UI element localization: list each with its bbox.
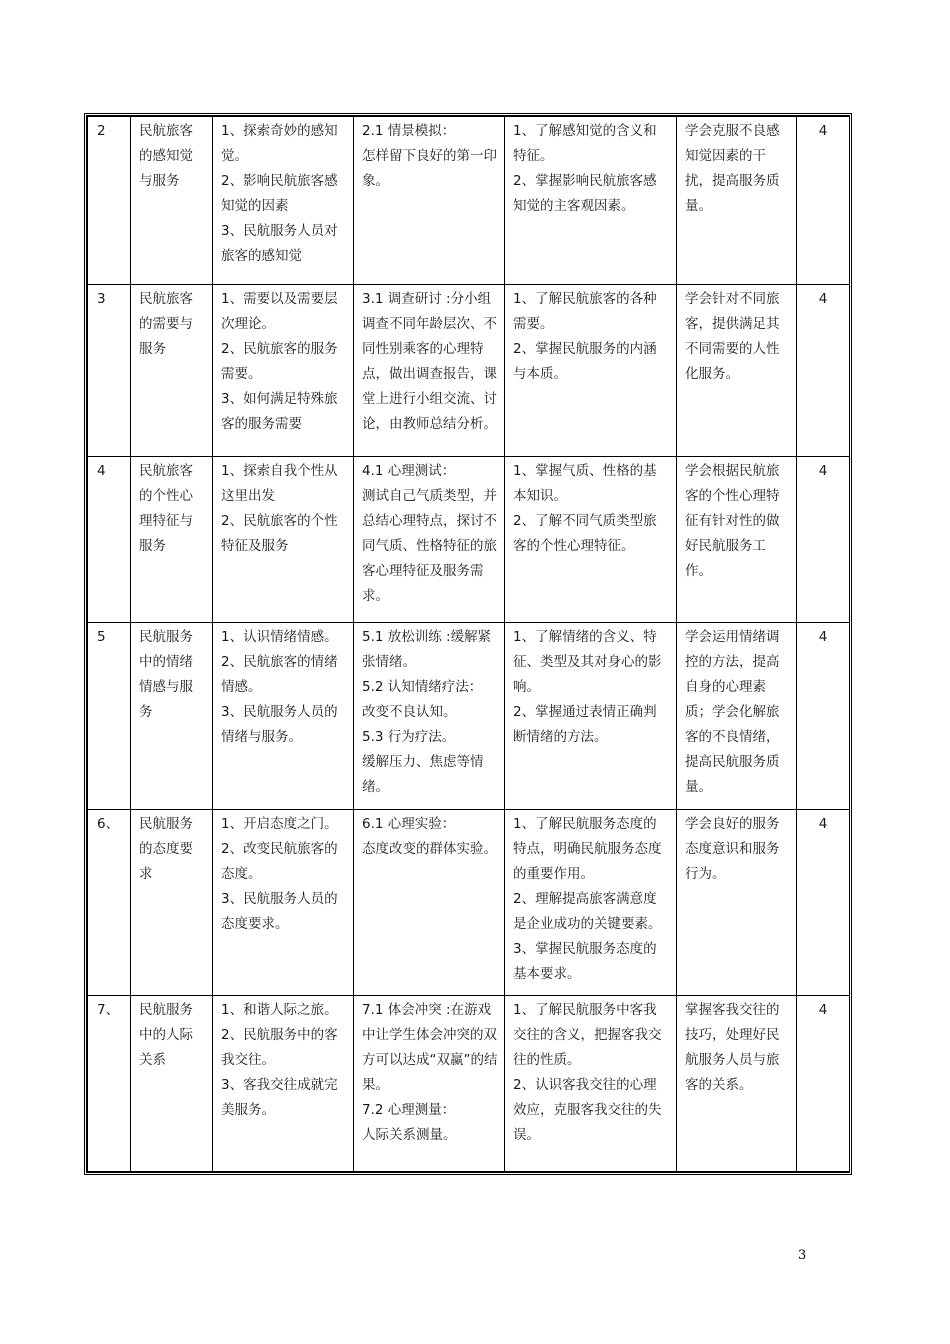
hours-cell (797, 457, 850, 623)
objectives-cell (505, 285, 677, 457)
objective-item: 2、掌握通过表情正确判断情绪的方法。 (513, 704, 657, 745)
objective-item: 1、了解民航服务态度的特点，明确民航服务态度的重要作用。 (513, 816, 662, 882)
hours-value: 4 (818, 1002, 828, 1018)
content-item: 2、民航服务中的客我交往。 (221, 1027, 338, 1068)
hours-value: 4 (818, 463, 828, 479)
activity-item: 5.2 认知情绪疗法： (362, 679, 483, 695)
table-row (88, 285, 850, 457)
content-item: 2、影响民航旅客感知觉的因素 (221, 173, 338, 214)
skill-text: 学会良好的服务态度意识和服务行为。 (685, 816, 780, 882)
content-item: 2、民航旅客的服务需要。 (221, 341, 338, 382)
objective-item: 2、了解不同气质类型旅客的个性心理特征。 (513, 513, 657, 554)
hours-cell (797, 810, 850, 996)
objective-item: 2、掌握影响民航旅客感知觉的主客观因素。 (513, 173, 657, 214)
activity-cell (354, 810, 505, 996)
row-number: 5 (97, 629, 106, 645)
row-number-cell (88, 117, 131, 285)
topic-text: 民航旅客的个性心理特征与服务 (139, 463, 193, 554)
row-number: 2 (97, 123, 106, 139)
content-item: 3、如何满足特殊旅客的服务需要 (221, 391, 338, 432)
content-cell (213, 810, 354, 996)
content-item: 3、民航服务人员的态度要求。 (221, 891, 338, 932)
activity-item: 6.1 心理实验： (362, 816, 456, 832)
activity-item: 5.1 放松训练 :缓解紧张情绪。 (362, 629, 492, 670)
objectives-cell (505, 117, 677, 285)
hours-value: 4 (818, 123, 828, 139)
skill-text: 学会针对不同旅客，提供满足其不同需要的人性化服务。 (685, 291, 780, 382)
activity-item: 人际关系测量。 (362, 1127, 457, 1143)
topic-text: 民航服务中的人际关系 (139, 1002, 193, 1068)
activity-item: 改变不良认知。 (362, 704, 457, 720)
content-item: 1、和谐人际之旅。 (221, 1002, 338, 1018)
table-row (88, 457, 850, 623)
topic-text: 民航服务的态度要求 (139, 816, 193, 882)
skill-cell (677, 457, 797, 623)
objective-item: 2、认识客我交往的心理效应，克服客我交往的失误。 (513, 1077, 662, 1143)
activity-item: 7.2 心理测量： (362, 1102, 456, 1118)
content-item: 1、认识情绪情感。 (221, 629, 338, 645)
activity-item: 7.1 体会冲突 :在游戏中让学生体会冲突的双方可以达成“双赢”的结果。 (362, 1002, 498, 1093)
topic-text: 民航服务中的情绪情感与服务 (139, 629, 193, 720)
topic-cell (131, 285, 213, 457)
skill-cell (677, 810, 797, 996)
content-item: 2、民航旅客的情绪情感。 (221, 654, 338, 695)
hours-value: 4 (818, 291, 828, 307)
topic-cell (131, 457, 213, 623)
objective-item: 1、掌握气质、性格的基本知识。 (513, 463, 657, 504)
skill-text: 学会根据民航旅客的个性心理特征有针对性的做好民航服务工作。 (685, 463, 780, 579)
hours-value: 4 (818, 816, 828, 832)
objective-item: 1、了解民航服务中客我交往的含义，把握客我交往的性质。 (513, 1002, 662, 1068)
hours-cell (797, 117, 850, 285)
row-number: 4 (97, 463, 106, 479)
activity-item: 缓解压力、焦虑等情绪。 (362, 754, 484, 795)
row-number: 7、 (97, 1002, 120, 1018)
course-table-frame (84, 113, 852, 1175)
objectives-cell (505, 623, 677, 810)
content-cell (213, 285, 354, 457)
table-row (88, 996, 850, 1172)
content-cell (213, 117, 354, 285)
activity-cell (354, 623, 505, 810)
content-item: 2、改变民航旅客的态度。 (221, 841, 338, 882)
row-number-cell (88, 285, 131, 457)
hours-cell (797, 623, 850, 810)
row-number-cell (88, 623, 131, 810)
course-table-body (88, 117, 850, 1172)
activity-item: 测试自己气质类型，并总结心理特点，探讨不同气质、性格特征的旅客心理特征及服务需求。 (362, 488, 497, 604)
content-cell (213, 996, 354, 1172)
content-item: 1、探索自我个性从这里出发 (221, 463, 338, 504)
objectives-cell (505, 457, 677, 623)
table-row (88, 623, 850, 810)
activity-item: 怎样留下良好的第一印象。 (362, 148, 497, 189)
topic-cell (131, 623, 213, 810)
skill-cell (677, 285, 797, 457)
content-item: 2、民航旅客的个性特征及服务 (221, 513, 338, 554)
content-cell (213, 457, 354, 623)
course-table (87, 116, 850, 1172)
content-item: 3、民航服务人员的情绪与服务。 (221, 704, 338, 745)
objectives-cell (505, 810, 677, 996)
content-item: 1、开启态度之门。 (221, 816, 338, 832)
skill-cell (677, 117, 797, 285)
row-number-cell (88, 457, 131, 623)
content-item: 3、民航服务人员对旅客的感知觉 (221, 223, 338, 264)
objective-item: 2、掌握民航服务的内涵与本质。 (513, 341, 657, 382)
content-cell (213, 623, 354, 810)
topic-text: 民航旅客的感知觉与服务 (139, 123, 193, 189)
activity-item: 4.1 心理测试： (362, 463, 456, 479)
objective-item: 1、了解民航旅客的各种需要。 (513, 291, 657, 332)
activity-item: 3.1 调查研讨 :分小组调查不同年龄层次、不同性别乘客的心理特点，做出调查报告，课堂上进行小组交流、讨论，由教师总结分析。 (362, 291, 497, 432)
row-number: 6、 (97, 816, 120, 832)
page-number: 3 (798, 1248, 807, 1263)
topic-cell (131, 117, 213, 285)
topic-cell (131, 996, 213, 1172)
topic-text: 民航旅客的需要与服务 (139, 291, 193, 357)
objective-item: 1、了解情绪的含义、特征、类型及其对身心的影响。 (513, 629, 662, 695)
table-row (88, 810, 850, 996)
table-row (88, 117, 850, 285)
objective-item: 1、了解感知觉的含义和特征。 (513, 123, 657, 164)
skill-text: 掌握客我交往的技巧，处理好民航服务人员与旅客的关系。 (685, 1002, 780, 1093)
row-number: 3 (97, 291, 106, 307)
activity-item: 2.1 情景模拟： (362, 123, 456, 139)
objectives-cell (505, 996, 677, 1172)
row-number-cell (88, 810, 131, 996)
skill-text: 学会克服不良感知觉因素的干扰，提高服务质量。 (685, 123, 780, 214)
hours-cell (797, 996, 850, 1172)
skill-text: 学会运用情绪调控的方法，提高自身的心理素质；学会化解旅客的不良情绪，提高民航服务质量。 (685, 629, 780, 795)
activity-cell (354, 285, 505, 457)
skill-cell (677, 996, 797, 1172)
skill-cell (677, 623, 797, 810)
topic-cell (131, 810, 213, 996)
content-item: 1、需要以及需要层次理论。 (221, 291, 338, 332)
row-number-cell (88, 996, 131, 1172)
objective-item: 2、理解提高旅客满意度是企业成功的关键要素。 (513, 891, 662, 932)
hours-cell (797, 285, 850, 457)
activity-cell (354, 117, 505, 285)
activity-cell (354, 457, 505, 623)
content-item: 3、客我交往成就完美服务。 (221, 1077, 338, 1118)
objective-item: 3、掌握民航服务态度的基本要求。 (513, 941, 657, 982)
activity-item: 5.3 行为疗法。 (362, 729, 456, 745)
content-item: 1、探索奇妙的感知觉。 (221, 123, 338, 164)
activity-item: 态度改变的群体实验。 (362, 841, 497, 857)
activity-cell (354, 996, 505, 1172)
hours-value: 4 (818, 629, 828, 645)
